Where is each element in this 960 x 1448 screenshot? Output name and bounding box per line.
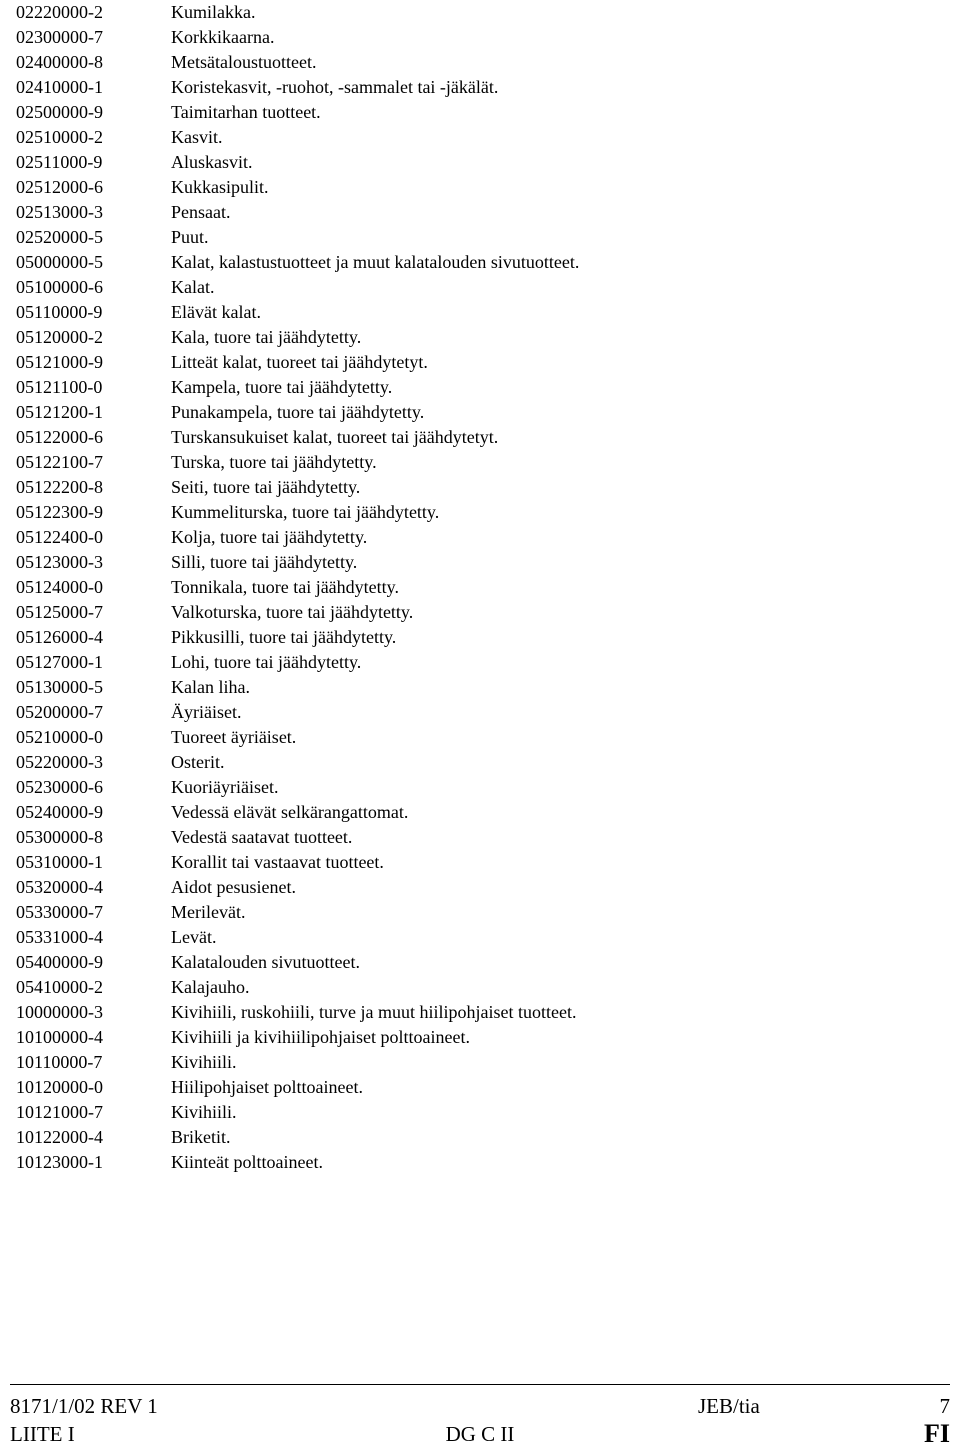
list-item: [16, 50, 916, 75]
entry-code: 02220000-2: [16, 2, 103, 22]
entry-code: 05220000-3: [16, 752, 103, 772]
entry-code: 10000000-3: [16, 1002, 103, 1022]
entry-code: 05122200-8: [16, 477, 103, 497]
entry-code: 05331000-4: [16, 927, 103, 947]
list-item: [16, 525, 916, 550]
list-item: [16, 1125, 916, 1150]
entry-description: Levät.: [171, 927, 217, 947]
entry-code: 10120000-0: [16, 1077, 103, 1097]
footer-doc-ref: 8171/1/02 REV 1: [10, 1394, 158, 1418]
list-item: [16, 75, 916, 100]
entry-description: Korallit tai vastaavat tuotteet.: [171, 852, 384, 872]
entry-description: Äyriäiset.: [171, 702, 242, 722]
entry-code: 05122400-0: [16, 527, 103, 547]
list-item: [16, 400, 916, 425]
entry-code: 05320000-4: [16, 877, 103, 897]
entry-code: 02511000-9: [16, 152, 103, 172]
entry-code: 02510000-2: [16, 127, 103, 147]
list-item: [16, 825, 916, 850]
entry-code: 05330000-7: [16, 902, 103, 922]
entry-description: Silli, tuore tai jäähdytetty.: [171, 552, 358, 572]
entry-description: Briketit.: [171, 1127, 231, 1147]
entry-description: Osterit.: [171, 752, 225, 772]
entry-description: Punakampela, tuore tai jäähdytetty.: [171, 402, 425, 422]
list-item: [16, 550, 916, 575]
list-item: [16, 200, 916, 225]
entry-code: 02513000-3: [16, 202, 103, 222]
entry-description: Pikkusilli, tuore tai jäähdytetty.: [171, 627, 397, 647]
list-item: [16, 600, 916, 625]
entry-code: 05000000-5: [16, 252, 103, 272]
entry-description: Vedestä saatavat tuotteet.: [171, 827, 353, 847]
entry-description: Korkkikaarna.: [171, 27, 275, 47]
list-item: [16, 325, 916, 350]
entry-description: Kiinteät polttoaineet.: [171, 1152, 323, 1172]
list-item: [16, 850, 916, 875]
entry-description: Kuoriäyriäiset.: [171, 777, 279, 797]
entry-description: Merilevät.: [171, 902, 246, 922]
entry-code: 05130000-5: [16, 677, 103, 697]
list-item: [16, 475, 916, 500]
list-item: [16, 300, 916, 325]
entry-code: 05300000-8: [16, 827, 103, 847]
list-item: [16, 125, 916, 150]
entry-code: 05121200-1: [16, 402, 103, 422]
footer-page-number: 7: [939, 1394, 950, 1418]
entry-description: Turska, tuore tai jäähdytetty.: [171, 452, 377, 472]
entry-description: Kampela, tuore tai jäähdytetty.: [171, 377, 393, 397]
entry-code: 02520000-5: [16, 227, 103, 247]
entry-description: Puut.: [171, 227, 209, 247]
footer-author: JEB/tia: [698, 1394, 760, 1418]
entry-code: 02500000-9: [16, 102, 103, 122]
entry-description: Kivihiili, ruskohiili, turve ja muut hiilipohjaiset tuotteet.: [171, 1002, 577, 1022]
entry-description: Kala, tuore tai jäähdytetty.: [171, 327, 362, 347]
entry-description: Kukkasipulit.: [171, 177, 269, 197]
entry-code: 05123000-3: [16, 552, 103, 572]
entry-description: Tuoreet äyriäiset.: [171, 727, 297, 747]
list-item: [16, 375, 916, 400]
list-item: [16, 1025, 916, 1050]
entry-code: 10100000-4: [16, 1027, 103, 1047]
entry-code: 10110000-7: [16, 1052, 103, 1072]
list-item: [16, 1075, 916, 1100]
list-item: [16, 225, 916, 250]
entry-code: 02512000-6: [16, 177, 103, 197]
list-item: [16, 775, 916, 800]
list-item: [16, 500, 916, 525]
footer-annex: LIITE I: [10, 1422, 75, 1446]
entry-description: Turskansukuiset kalat, tuoreet tai jäähdytetyt.: [171, 427, 499, 447]
entry-code: 05127000-1: [16, 652, 103, 672]
entry-description: Elävät kalat.: [171, 302, 261, 322]
list-item: [16, 450, 916, 475]
entry-description: Kivihiili.: [171, 1102, 237, 1122]
entry-description: Kivihiili ja kivihiilipohjaiset polttoaineet.: [171, 1027, 470, 1047]
entry-description: Taimitarhan tuotteet.: [171, 102, 321, 122]
list-item: [16, 175, 916, 200]
entry-description: Litteät kalat, tuoreet tai jäähdytetyt.: [171, 352, 428, 372]
entry-description: Kolja, tuore tai jäähdytetty.: [171, 527, 368, 547]
entry-code: 10121000-7: [16, 1102, 103, 1122]
list-item: [16, 950, 916, 975]
entry-code: 10122000-4: [16, 1127, 103, 1147]
entry-description: Kasvit.: [171, 127, 223, 147]
entry-code: 05125000-7: [16, 602, 103, 622]
entry-description: Hiilipohjaiset polttoaineet.: [171, 1077, 363, 1097]
entry-description: Aidot pesusienet.: [171, 877, 296, 897]
entry-description: Kummeliturska, tuore tai jäähdytetty.: [171, 502, 440, 522]
entry-code: 05121100-0: [16, 377, 103, 397]
entry-code: 05410000-2: [16, 977, 103, 997]
list-item: [16, 650, 916, 675]
list-item: [16, 800, 916, 825]
entry-code: 02410000-1: [16, 77, 103, 97]
entry-code: 05124000-0: [16, 577, 103, 597]
entry-code: 05310000-1: [16, 852, 103, 872]
entry-code: 05240000-9: [16, 802, 103, 822]
entry-code: 05122000-6: [16, 427, 103, 447]
entry-description: Valkoturska, tuore tai jäähdytetty.: [171, 602, 414, 622]
list-item: [16, 25, 916, 50]
list-item: [16, 675, 916, 700]
list-item: [16, 925, 916, 950]
entry-code: 05210000-0: [16, 727, 103, 747]
entry-code: 05120000-2: [16, 327, 103, 347]
entry-code: 05230000-6: [16, 777, 103, 797]
entry-description: Kalan liha.: [171, 677, 250, 697]
list-item: [16, 625, 916, 650]
list-item: [16, 275, 916, 300]
entry-description: Seiti, tuore tai jäähdytetty.: [171, 477, 361, 497]
footer-dg: DG C II: [445, 1422, 515, 1446]
code-list: [16, 0, 916, 1175]
list-item: [16, 150, 916, 175]
entry-code: 05400000-9: [16, 952, 103, 972]
entry-code: 10123000-1: [16, 1152, 103, 1172]
entry-code: 05122300-9: [16, 502, 103, 522]
entry-code: 05126000-4: [16, 627, 103, 647]
list-item: [16, 700, 916, 725]
entry-description: Vedessä elävät selkärangattomat.: [171, 802, 409, 822]
footer-language: FI: [924, 1419, 950, 1448]
list-item: [16, 875, 916, 900]
entry-description: Kivihiili.: [171, 1052, 237, 1072]
list-item: [16, 1050, 916, 1075]
entry-description: Kalatalouden sivutuotteet.: [171, 952, 360, 972]
entry-description: Metsätaloustuotteet.: [171, 52, 317, 72]
list-item: [16, 975, 916, 1000]
entry-description: Lohi, tuore tai jäähdytetty.: [171, 652, 362, 672]
footer-line-1: [10, 1392, 950, 1420]
footer-line-2: [10, 1420, 950, 1448]
list-item: [16, 1000, 916, 1025]
entry-description: Kalat.: [171, 277, 215, 297]
list-item: [16, 1100, 916, 1125]
entry-code: 02300000-7: [16, 27, 103, 47]
footer-divider: [10, 1384, 950, 1385]
list-item: [16, 1150, 916, 1175]
entry-description: Kalajauho.: [171, 977, 250, 997]
entry-code: 02400000-8: [16, 52, 103, 72]
list-item: [16, 100, 916, 125]
list-item: [16, 575, 916, 600]
list-item: [16, 250, 916, 275]
list-item: [16, 425, 916, 450]
entry-code: 05200000-7: [16, 702, 103, 722]
entry-code: 05122100-7: [16, 452, 103, 472]
entry-description: Pensaat.: [171, 202, 231, 222]
list-item: [16, 0, 916, 25]
list-item: [16, 350, 916, 375]
entry-description: Koristekasvit, -ruohot, -sammalet tai -jäkälät.: [171, 77, 499, 97]
entry-description: Kalat, kalastustuotteet ja muut kalatalouden sivutuotteet.: [171, 252, 580, 272]
entry-description: Tonnikala, tuore tai jäähdytetty.: [171, 577, 399, 597]
entry-code: 05121000-9: [16, 352, 103, 372]
entry-code: 05100000-6: [16, 277, 103, 297]
entry-description: Aluskasvit.: [171, 152, 253, 172]
entry-code: 05110000-9: [16, 302, 103, 322]
list-item: [16, 750, 916, 775]
list-item: [16, 900, 916, 925]
entry-description: Kumilakka.: [171, 2, 256, 22]
list-item: [16, 725, 916, 750]
